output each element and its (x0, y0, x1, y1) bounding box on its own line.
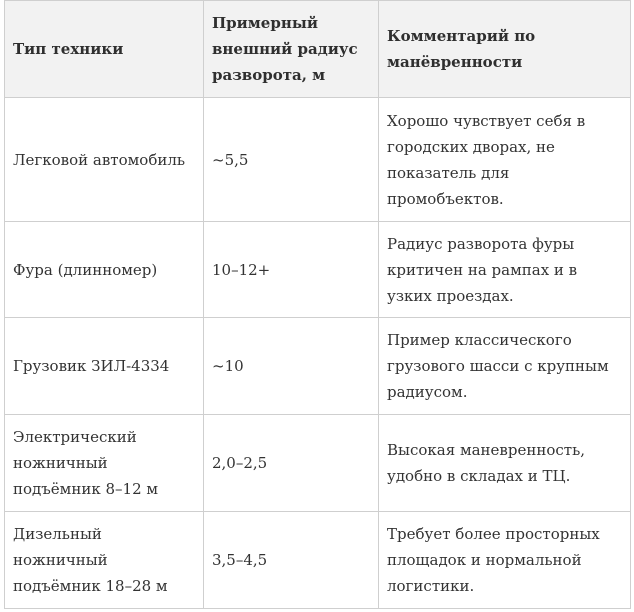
table-row (5, 512, 631, 609)
comment-cell: Хорошо чувствует себя в городских дворах, не показатель для промобъектов. (379, 98, 631, 222)
table-row (5, 415, 631, 512)
header-maneuverability-comment: Комментарий по манёвренности (379, 1, 631, 98)
comment-cell: Пример классического грузового шасси с крупным радиусом. (379, 318, 631, 415)
turning-radius-cell: ~5,5 (204, 98, 379, 222)
comment-cell: Высокая маневренность, удобно в складах и ТЦ. (379, 415, 631, 512)
turning-radius-cell: ~10 (204, 318, 379, 415)
vehicle-type-cell: Электрический ножничный подъёмник 8–12 м (5, 415, 204, 512)
table-row (5, 98, 631, 222)
table-body (5, 98, 631, 609)
header-vehicle-type: Тип техники (5, 1, 204, 98)
header-row (5, 1, 631, 98)
vehicle-type-cell: Фура (длинномер) (5, 222, 204, 318)
vehicle-type-cell: Легковой автомобиль (5, 98, 204, 222)
turning-radius-cell: 2,0–2,5 (204, 415, 379, 512)
turning-radius-table (4, 0, 631, 609)
comment-cell: Радиус разворота фуры критичен на рампах и в узких проездах. (379, 222, 631, 318)
vehicle-type-cell: Дизельный ножничный подъёмник 18–28 м (5, 512, 204, 609)
vehicle-type-cell: Грузовик ЗИЛ-4334 (5, 318, 204, 415)
table-row (5, 222, 631, 318)
comment-cell: Требует более просторных площадок и нормальной логистики. (379, 512, 631, 609)
turning-radius-cell: 3,5–4,5 (204, 512, 379, 609)
header-turning-radius: Примерный внешний радиус разворота, м (204, 1, 379, 98)
table-row (5, 318, 631, 415)
table-header (5, 1, 631, 98)
turning-radius-cell: 10–12+ (204, 222, 379, 318)
